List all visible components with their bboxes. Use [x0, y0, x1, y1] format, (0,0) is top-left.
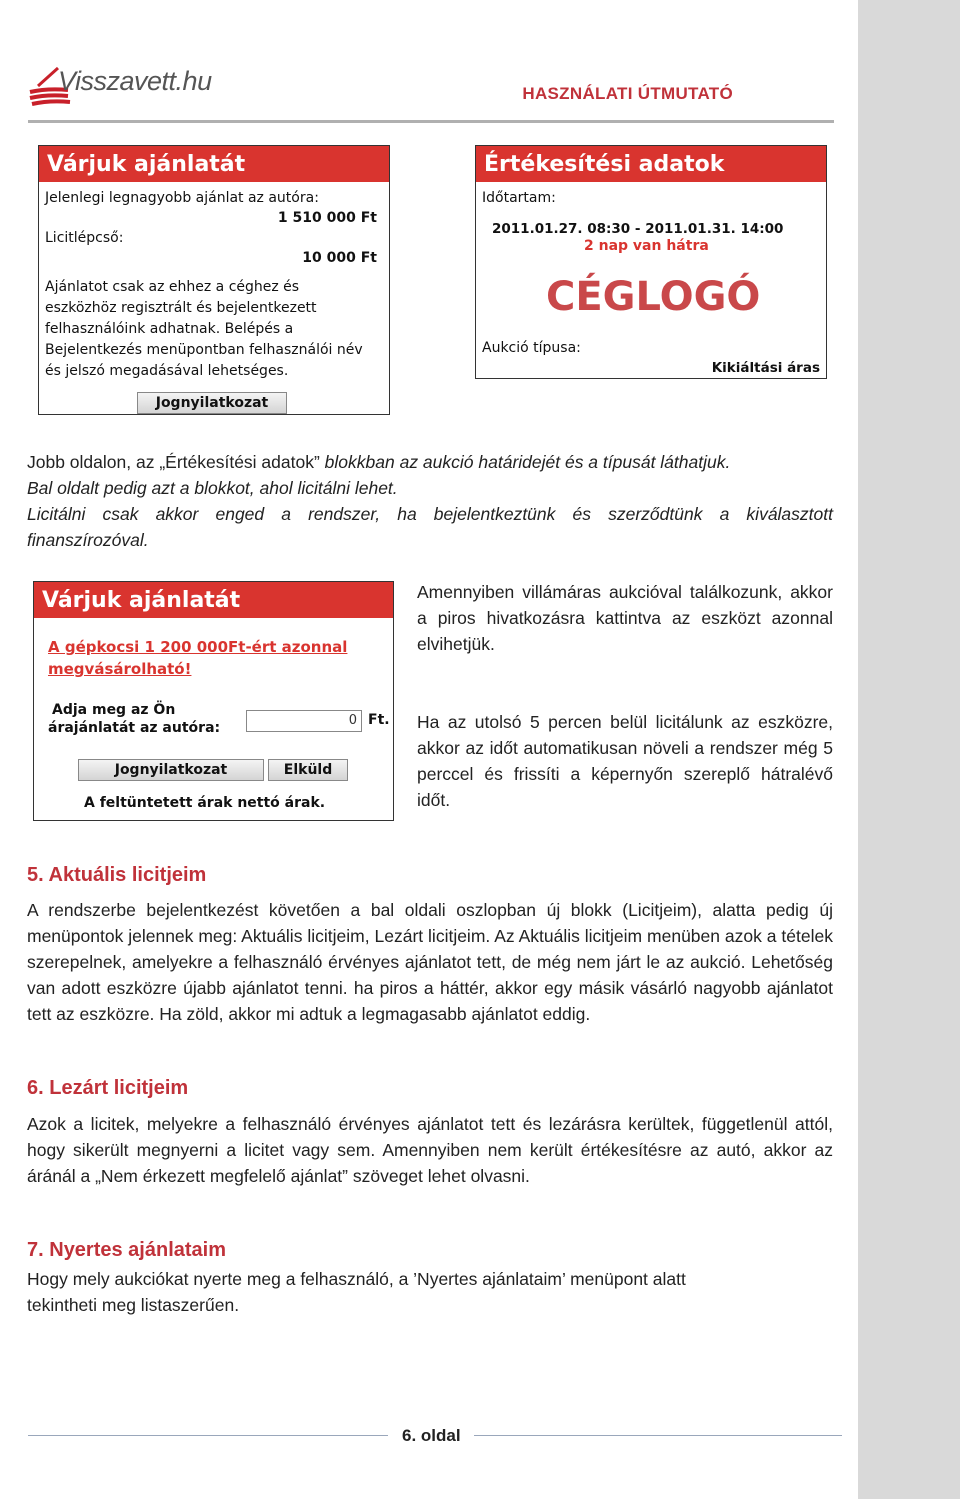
section-5-number: 5.	[27, 864, 44, 886]
current-bid-label: Jelenlegi legnagyobb ajánlat az autóra:	[45, 190, 319, 206]
net-price-note: A feltüntetett árak nettó árak.	[84, 795, 326, 811]
page-number-value: 6	[402, 1426, 412, 1445]
intro-line-4: finanszírozóval.	[27, 530, 149, 550]
duration-label: Időtartam:	[482, 190, 556, 206]
send-button[interactable]: Elküld	[268, 759, 348, 781]
section-7-line-2: tekintheti meg listaszerűen.	[27, 1295, 240, 1315]
section-6-body: Azok a licitek, melyekre a felhasználó érvényes ajánlatot tett és lezárásra kerültek, függetlenül attól, hogy sikerült megnyerni a licitet vagy sem. Amennyiben nem került értékesítésre az autó, akkor az áránál a „Nem érkezett megfelelő ajánlat” szöveget lehet olvasni.	[27, 1114, 833, 1186]
bid-step-label: Licitlépcső:	[45, 230, 124, 246]
section-7-line-1: Hogy mely aukciókat nyerte meg a felhasználó, a ’Nyertes ajánlataim’ menüpont alatt	[27, 1269, 686, 1289]
section-5-title: Aktuális licitjeim	[43, 864, 207, 886]
duration-value: 2011.01.27. 08:30 - 2011.01.31. 14:00	[492, 221, 784, 237]
section-6-number: 6.	[27, 1077, 44, 1099]
section-7-title: Nyertes ajánlataim	[43, 1239, 227, 1261]
current-bid-value: 1 510 000 Ft	[277, 210, 377, 226]
section-5-body: A rendszerbe bejelentkezést követően a bal oldali oszlopban új blokk (Licitjeim), alatta pedig új menüpontok jelennek meg: Aktuális licitjeim, Lezárt licitjeim. Az Aktuális licitjeim menüben azok a tételek szerepelnek, amelyekre a felhasználó érvényes ajánlatot tett, de még nem járt le az aukció. Lehetőség van adott eszközre újabb ajánlatot tenni. ha piros a háttér, akkor egy másik vásárló nagyobb ajánlatot tett az eszközre. Ha zöld, akkor mi adtuk a legmagasabb ajánlatot eddig.	[27, 900, 833, 1024]
intro-line-1-b: blokkban az aukció határidejét és a típusát láthatjuk.	[324, 452, 731, 472]
currency-label: Ft.	[368, 712, 390, 728]
page-number-word: . oldal	[411, 1426, 461, 1445]
notice-line: Bejelentkezés menüpontban felhasználói név	[45, 342, 363, 358]
intro-line-1	[27, 449, 833, 475]
document-title: HASZNÁLATI ÚTMUTATÓ	[522, 84, 733, 103]
buy-panel-screenshot	[33, 581, 394, 821]
intro-line-1-a: Jobb oldalon, az „Értékesítési adatok”	[27, 452, 325, 472]
time-extension-text: Ha az utolsó 5 percen belül licitálunk az eszközre, akkor az időt automatikusan növeli a rendszer még 5 perccel és frissíti a képernyőn szereplő hátralévő időt.	[417, 712, 833, 810]
bid-panel-screenshot	[38, 145, 390, 415]
company-logo: CÉGLOGÓ	[546, 274, 761, 320]
section-7-heading	[27, 1239, 226, 1262]
logo-text: Visszavett.hu	[58, 66, 212, 96]
sale-panel-title: Értékesítési adatok	[476, 146, 826, 182]
auction-type-value: Kikiáltási áras	[711, 360, 820, 376]
remaining-time: 2 nap van hátra	[584, 238, 709, 254]
section-6-title: Lezárt licitjeim	[43, 1077, 189, 1099]
header-rule	[28, 120, 834, 123]
section-5-heading	[27, 864, 206, 887]
legal-statement-button[interactable]: Jognyilatkozat	[137, 392, 287, 414]
notice-line: Ajánlatot csak az ehhez a céghez és	[45, 279, 300, 295]
offer-input[interactable]: 0	[246, 710, 362, 732]
side-margin-strip	[858, 0, 960, 1499]
page-number	[402, 1426, 461, 1446]
buy-panel-title: Várjuk ajánlatát	[34, 582, 393, 618]
offer-label-2: árajánlatát az autóra:	[48, 720, 221, 736]
sale-panel-screenshot	[475, 145, 827, 379]
offer-label-1: Adja meg az Ön	[52, 702, 176, 718]
section-6-heading	[27, 1077, 188, 1100]
intro-line-2: Bal oldalt pedig azt a blokkot, ahol licitálni lehet.	[27, 478, 398, 498]
legal-statement-button[interactable]: Jognyilatkozat	[78, 759, 264, 781]
footer-rule-right	[474, 1435, 842, 1436]
section-7-number: 7.	[27, 1239, 44, 1261]
notice-line: felhasználóink adhatnak. Belépés a	[45, 321, 294, 337]
buy-now-link-2[interactable]: megvásárolható!	[48, 660, 192, 678]
bid-step-value: 10 000 Ft	[302, 250, 377, 266]
lightning-auction-text: Amennyiben villámáras aukcióval találkozunk, akkor a piros hivatkozásra kattintva az eszközt azonnal elvihetjük.	[417, 582, 833, 654]
notice-line: és jelszó megadásával lehetséges.	[45, 363, 289, 379]
auction-type-label: Aukció típusa:	[482, 340, 581, 356]
intro-line-3: Licitálni csak akkor enged a rendszer, ha bejelentkeztünk és szerződtünk a kiválasztott	[27, 504, 833, 524]
notice-line: eszközhöz regisztrált és bejelentkezett	[45, 300, 317, 316]
buy-now-link[interactable]: A gépkocsi 1 200 000Ft-ért azonnal	[48, 638, 348, 656]
bid-panel-title: Várjuk ajánlatát	[39, 146, 389, 182]
footer-rule-left	[28, 1435, 388, 1436]
